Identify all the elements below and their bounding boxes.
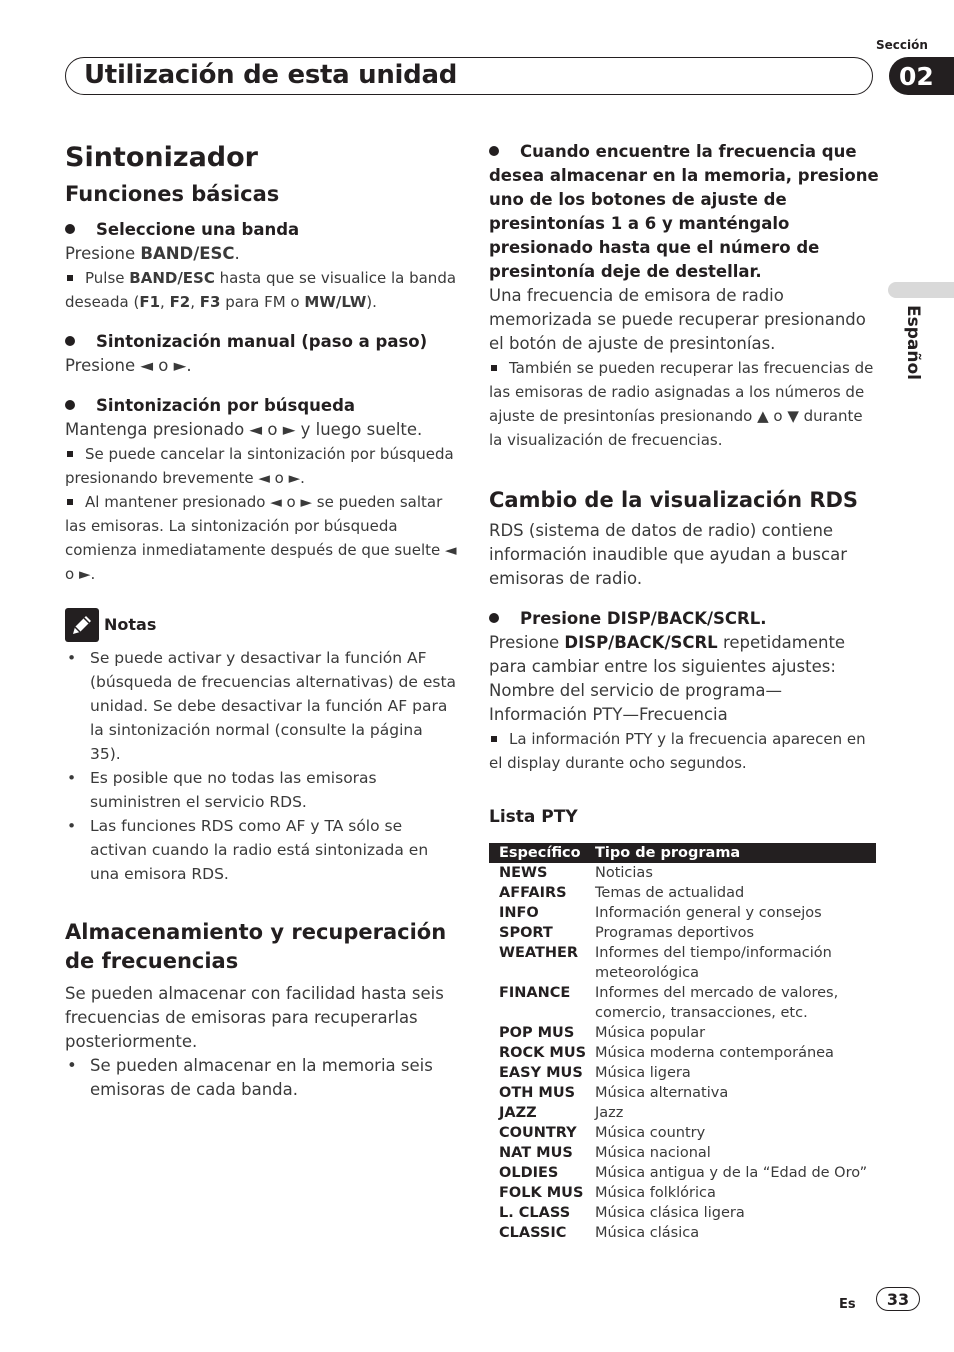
pty-description: Música alternativa [595,1085,729,1101]
pty-code: POP MUS [499,1025,575,1041]
store-list [65,1054,457,1102]
notes-list [65,646,457,886]
pty-code: SPORT [499,925,553,941]
note-square-icon [67,499,73,505]
disp-text: Presione DISP/BACK/SCRL repetidamente para cambiar entre los siguientes ajustes: Nombre del servicio de programa—Información PTY—Frecuencia [489,633,846,724]
bullet-dot-icon [489,146,499,156]
pencil-note-icon [65,608,99,642]
note-square-icon [491,736,497,742]
language-tab-marker [888,282,954,298]
notes-title: Notas [104,615,157,634]
pty-description: Jazz [595,1105,624,1121]
note-square-icon [67,275,73,281]
pty-list-heading: Lista PTY [489,807,578,827]
step-press-disp: Presione DISP/BACK/SCRL. [489,607,879,631]
pty-code: FINANCE [499,985,571,1001]
bullet-dot-icon [65,336,75,346]
bullet-dot-icon [65,400,75,410]
bullet-dot-icon [65,224,75,234]
pty-description: Música clásica ligera [595,1205,745,1221]
bullet-dot-icon [489,613,499,623]
pty-description: Música clásica [595,1225,700,1241]
pty-description: Programas deportivos [595,925,755,941]
note-recall-arrows: También se pueden recuperar las frecuencias de las emisoras de radio asignadas a los números de ajuste de presintonías presionando ▲ o ▼ durante la visualización de frecuencias. [489,359,874,449]
table-row [489,983,876,1023]
pty-table [489,843,876,1243]
language-tab-label: Español [903,305,923,380]
step-select-band: Seleccione una banda [65,218,457,242]
pty-description: Música popular [595,1025,706,1041]
pty-code: NAT MUS [499,1145,573,1161]
table-row [489,1143,876,1163]
left-column [65,140,457,1102]
pty-code: CLASSIC [499,1225,567,1241]
rds-text: RDS (sistema de datos de radio) contiene información inaudible que ayudan a buscar emisoras de radio. [489,521,847,588]
table-row [489,1043,876,1063]
pty-code: OLDIES [499,1165,559,1181]
pty-code: EASY MUS [499,1065,583,1081]
section-label: Sección [876,38,928,52]
column-header-specific: Específico [489,843,595,863]
list-item: • Se pueden almacenar en la memoria seis emisoras de cada banda. [65,1054,457,1102]
table-row [489,1023,876,1043]
recall-text: Una frecuencia de emisora de radio memorizada se puede recuperar presionando el botón de ajuste de presintonías. [489,286,866,353]
step-seek-tuning: Sintonización por búsqueda [65,394,457,418]
table-row [489,863,876,883]
right-column [489,140,879,1243]
note-skip-stations: Al mantener presionado ◄ o ► se pueden saltar las emisoras. La sintonización por búsqueda comienza inmediatamente después de que suelte ◄ o ►. [65,493,457,583]
pty-code: WEATHER [499,945,579,961]
footer-language-code: Es [839,1297,856,1312]
step-store-frequency: Cuando encuentre la frecuencia que desea almacenar en la memoria, presione uno de los botones de ajuste de presintonías 1 a 6 y manténgalo presionado hasta que el número de presintonía deje de destellar. [489,142,879,281]
note-square-icon [67,451,73,457]
pty-description: Informes del mercado de valores, comercio, transacciones, etc. [595,985,839,1021]
page-number: 33 [876,1287,920,1311]
table-row [489,1223,876,1243]
pty-code: NEWS [499,865,548,881]
pty-code: OTH MUS [499,1085,576,1101]
table-row [489,883,876,903]
subheading-rds-display: Cambio de la visualización RDS [489,488,859,512]
table-row [489,1063,876,1083]
pty-description: Música country [595,1125,706,1141]
seek-tuning-text: Mantenga presionado ◄ o ► y luego suelte. [65,420,423,439]
pty-description: Noticias [595,865,653,881]
list-item: • Las funciones RDS como AF y TA sólo se activan cuando la radio está sintonizada en una emisora RDS. [65,814,457,886]
pty-description: Información general y consejos [595,905,822,921]
step-manual-tuning: Sintonización manual (paso a paso) [65,330,457,354]
subheading-basic-functions: Funciones básicas [65,182,280,206]
table-row [489,1103,876,1123]
column-header-program-type: Tipo de programa [595,843,876,863]
store-text: Se pueden almacenar con facilidad hasta seis frecuencias de emisoras para recuperarlas posteriormente. [65,984,444,1051]
table-row [489,943,876,983]
pty-code: INFO [499,905,539,921]
language-tab [893,305,929,405]
pty-description: Música nacional [595,1145,711,1161]
pty-description: Informes del tiempo/información meteorológica [595,945,832,981]
table-row [489,923,876,943]
pty-code: COUNTRY [499,1125,577,1141]
notes-header [65,608,457,642]
pty-description: Temas de actualidad [595,885,745,901]
note-pty-duration: La información PTY y la frecuencia aparecen en el display durante ocho segundos. [489,730,866,772]
note-band: Pulse BAND/ESC hasta que se visualice la banda deseada (F1, F2, F3 para FM o MW/LW). [65,269,457,311]
pty-code: ROCK MUS [499,1045,587,1061]
section-number-badge: 02 [889,57,954,95]
select-band-text: Presione BAND/ESC. [65,244,240,263]
pty-code: JAZZ [499,1105,537,1121]
subheading-store-recall: Almacenamiento y recuperación de frecuencias [65,920,447,973]
table-row [489,1083,876,1103]
manual-tuning-text: Presione ◄ o ►. [65,356,192,375]
table-row [489,1203,876,1223]
pty-description: Música antigua y de la “Edad de Oro” [595,1165,868,1181]
list-item: • Es posible que no todas las emisoras suministren el servicio RDS. [65,766,457,814]
table-header-row [489,843,876,863]
pty-code: L. CLASS [499,1205,571,1221]
pty-code: FOLK MUS [499,1185,584,1201]
section-heading-sintonizador: Sintonizador [65,142,258,173]
pty-description: Música moderna contemporánea [595,1045,834,1061]
table-row [489,1123,876,1143]
pty-description: Música ligera [595,1065,691,1081]
table-row [489,903,876,923]
table-row [489,1163,876,1183]
note-cancel-seek: Se puede cancelar la sintonización por búsqueda presionando brevemente ◄ o ►. [65,445,454,487]
table-row [489,1183,876,1203]
pty-code: AFFAIRS [499,885,567,901]
note-square-icon [491,365,497,371]
list-item: • Se puede activar y desactivar la función AF (búsqueda de frecuencias alternativas) de esta unidad. Se debe desactivar la función AF para la sintonización normal (consulte la página 35). [65,646,457,766]
pty-description: Música folklórica [595,1185,716,1201]
chapter-title: Utilización de esta unidad [84,60,458,90]
